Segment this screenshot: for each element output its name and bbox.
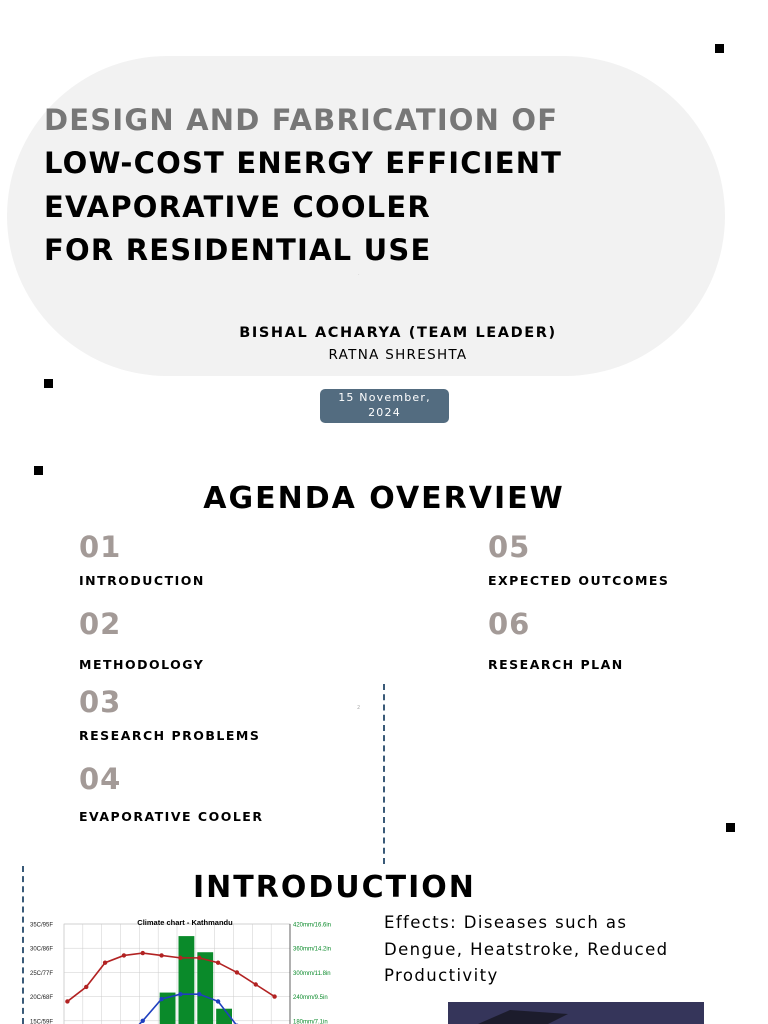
min-temp-point bbox=[159, 997, 163, 1001]
left-tick-label: 30C/86F bbox=[30, 946, 54, 953]
agenda-number-04: 04 bbox=[79, 762, 122, 796]
max-temp-point bbox=[84, 985, 88, 989]
agenda-label-expected-outcomes: EXPECTED OUTCOMES bbox=[488, 573, 670, 588]
intro-divider bbox=[22, 866, 24, 1024]
right-tick-label: 180mm/7.1in bbox=[293, 1019, 328, 1024]
max-temp-point bbox=[216, 961, 220, 965]
cooler-photo-svg bbox=[448, 1002, 704, 1024]
climate-chart bbox=[28, 914, 348, 1024]
max-temp-point bbox=[159, 953, 163, 957]
right-tick-label: 360mm/14.2in bbox=[293, 946, 332, 953]
agenda-number-03: 03 bbox=[79, 685, 122, 719]
date-line-1: 15 November, bbox=[338, 391, 431, 404]
decor-square-top-right bbox=[715, 44, 724, 53]
min-temp-point bbox=[141, 1019, 145, 1023]
left-tick-label: 15C/59F bbox=[30, 1019, 54, 1024]
cooler-photo bbox=[448, 1002, 704, 1024]
precip-bar bbox=[179, 936, 195, 1024]
right-tick-label: 300mm/11.8in bbox=[293, 970, 331, 977]
agenda-heading: AGENDA OVERVIEW bbox=[203, 481, 565, 516]
agenda-label-research-problems: RESEARCH PROBLEMS bbox=[79, 728, 261, 743]
max-temp-point bbox=[235, 970, 239, 974]
min-temp-point bbox=[197, 992, 201, 996]
decor-square-left-1 bbox=[44, 379, 53, 388]
chart-title: Climate chart - Kathmandu bbox=[137, 918, 233, 927]
effects-text: Effects: Diseases such as Dengue, Heatstroke, Reduced Productivity bbox=[384, 913, 669, 985]
max-temp-point bbox=[272, 994, 276, 998]
precip-bar bbox=[197, 952, 213, 1024]
author-member: RATNA SHRESHTA bbox=[328, 347, 468, 363]
agenda-label-research-plan: RESEARCH PLAN bbox=[488, 657, 624, 672]
agenda-divider bbox=[383, 684, 385, 864]
right-tick-label: 240mm/9.5in bbox=[293, 995, 328, 1002]
photo-shape bbox=[478, 1010, 568, 1024]
left-tick-label: 35C/95F bbox=[30, 922, 54, 929]
agenda-number-02: 02 bbox=[79, 607, 122, 641]
agenda-label-introduction: INTRODUCTION bbox=[79, 573, 205, 588]
title-line-4: FOR RESIDENTIAL USE bbox=[44, 233, 432, 267]
author-leader: BISHAL ACHARYA (TEAM LEADER) bbox=[239, 325, 557, 341]
left-tick-label: 20C/68F bbox=[30, 995, 54, 1002]
agenda-label-evaporative-cooler: EVAPORATIVE COOLER bbox=[79, 809, 264, 824]
page-number: 2 bbox=[357, 705, 361, 711]
max-temp-point bbox=[103, 961, 107, 965]
right-tick-label: 420mm/16.6in bbox=[293, 922, 332, 929]
title-dot: · bbox=[358, 272, 360, 278]
max-temp-point bbox=[178, 956, 182, 960]
min-temp-point bbox=[216, 999, 220, 1003]
introduction-heading: INTRODUCTION bbox=[193, 870, 476, 905]
title-line-2: LOW-COST ENERGY EFFICIENT bbox=[44, 146, 563, 180]
date-line-2: 2024 bbox=[368, 406, 401, 419]
decor-square-left-2 bbox=[34, 466, 43, 475]
min-temp-point bbox=[178, 992, 182, 996]
decor-square-right bbox=[726, 823, 735, 832]
max-temp-point bbox=[65, 999, 69, 1003]
max-temp-point bbox=[141, 951, 145, 955]
max-temp-point bbox=[197, 956, 201, 960]
left-tick-label: 25C/77F bbox=[30, 970, 54, 977]
climate-chart-svg bbox=[28, 914, 348, 1024]
title-line-3: EVAPORATIVE COOLER bbox=[44, 190, 431, 224]
max-temp-point bbox=[122, 953, 126, 957]
date-badge bbox=[320, 389, 449, 423]
title-line-1: DESIGN AND FABRICATION OF bbox=[44, 103, 559, 137]
agenda-label-methodology: METHODOLOGY bbox=[79, 657, 205, 672]
agenda-number-01: 01 bbox=[79, 530, 122, 564]
agenda-number-06: 06 bbox=[488, 607, 531, 641]
max-temp-point bbox=[254, 982, 258, 986]
agenda-number-05: 05 bbox=[488, 530, 531, 564]
